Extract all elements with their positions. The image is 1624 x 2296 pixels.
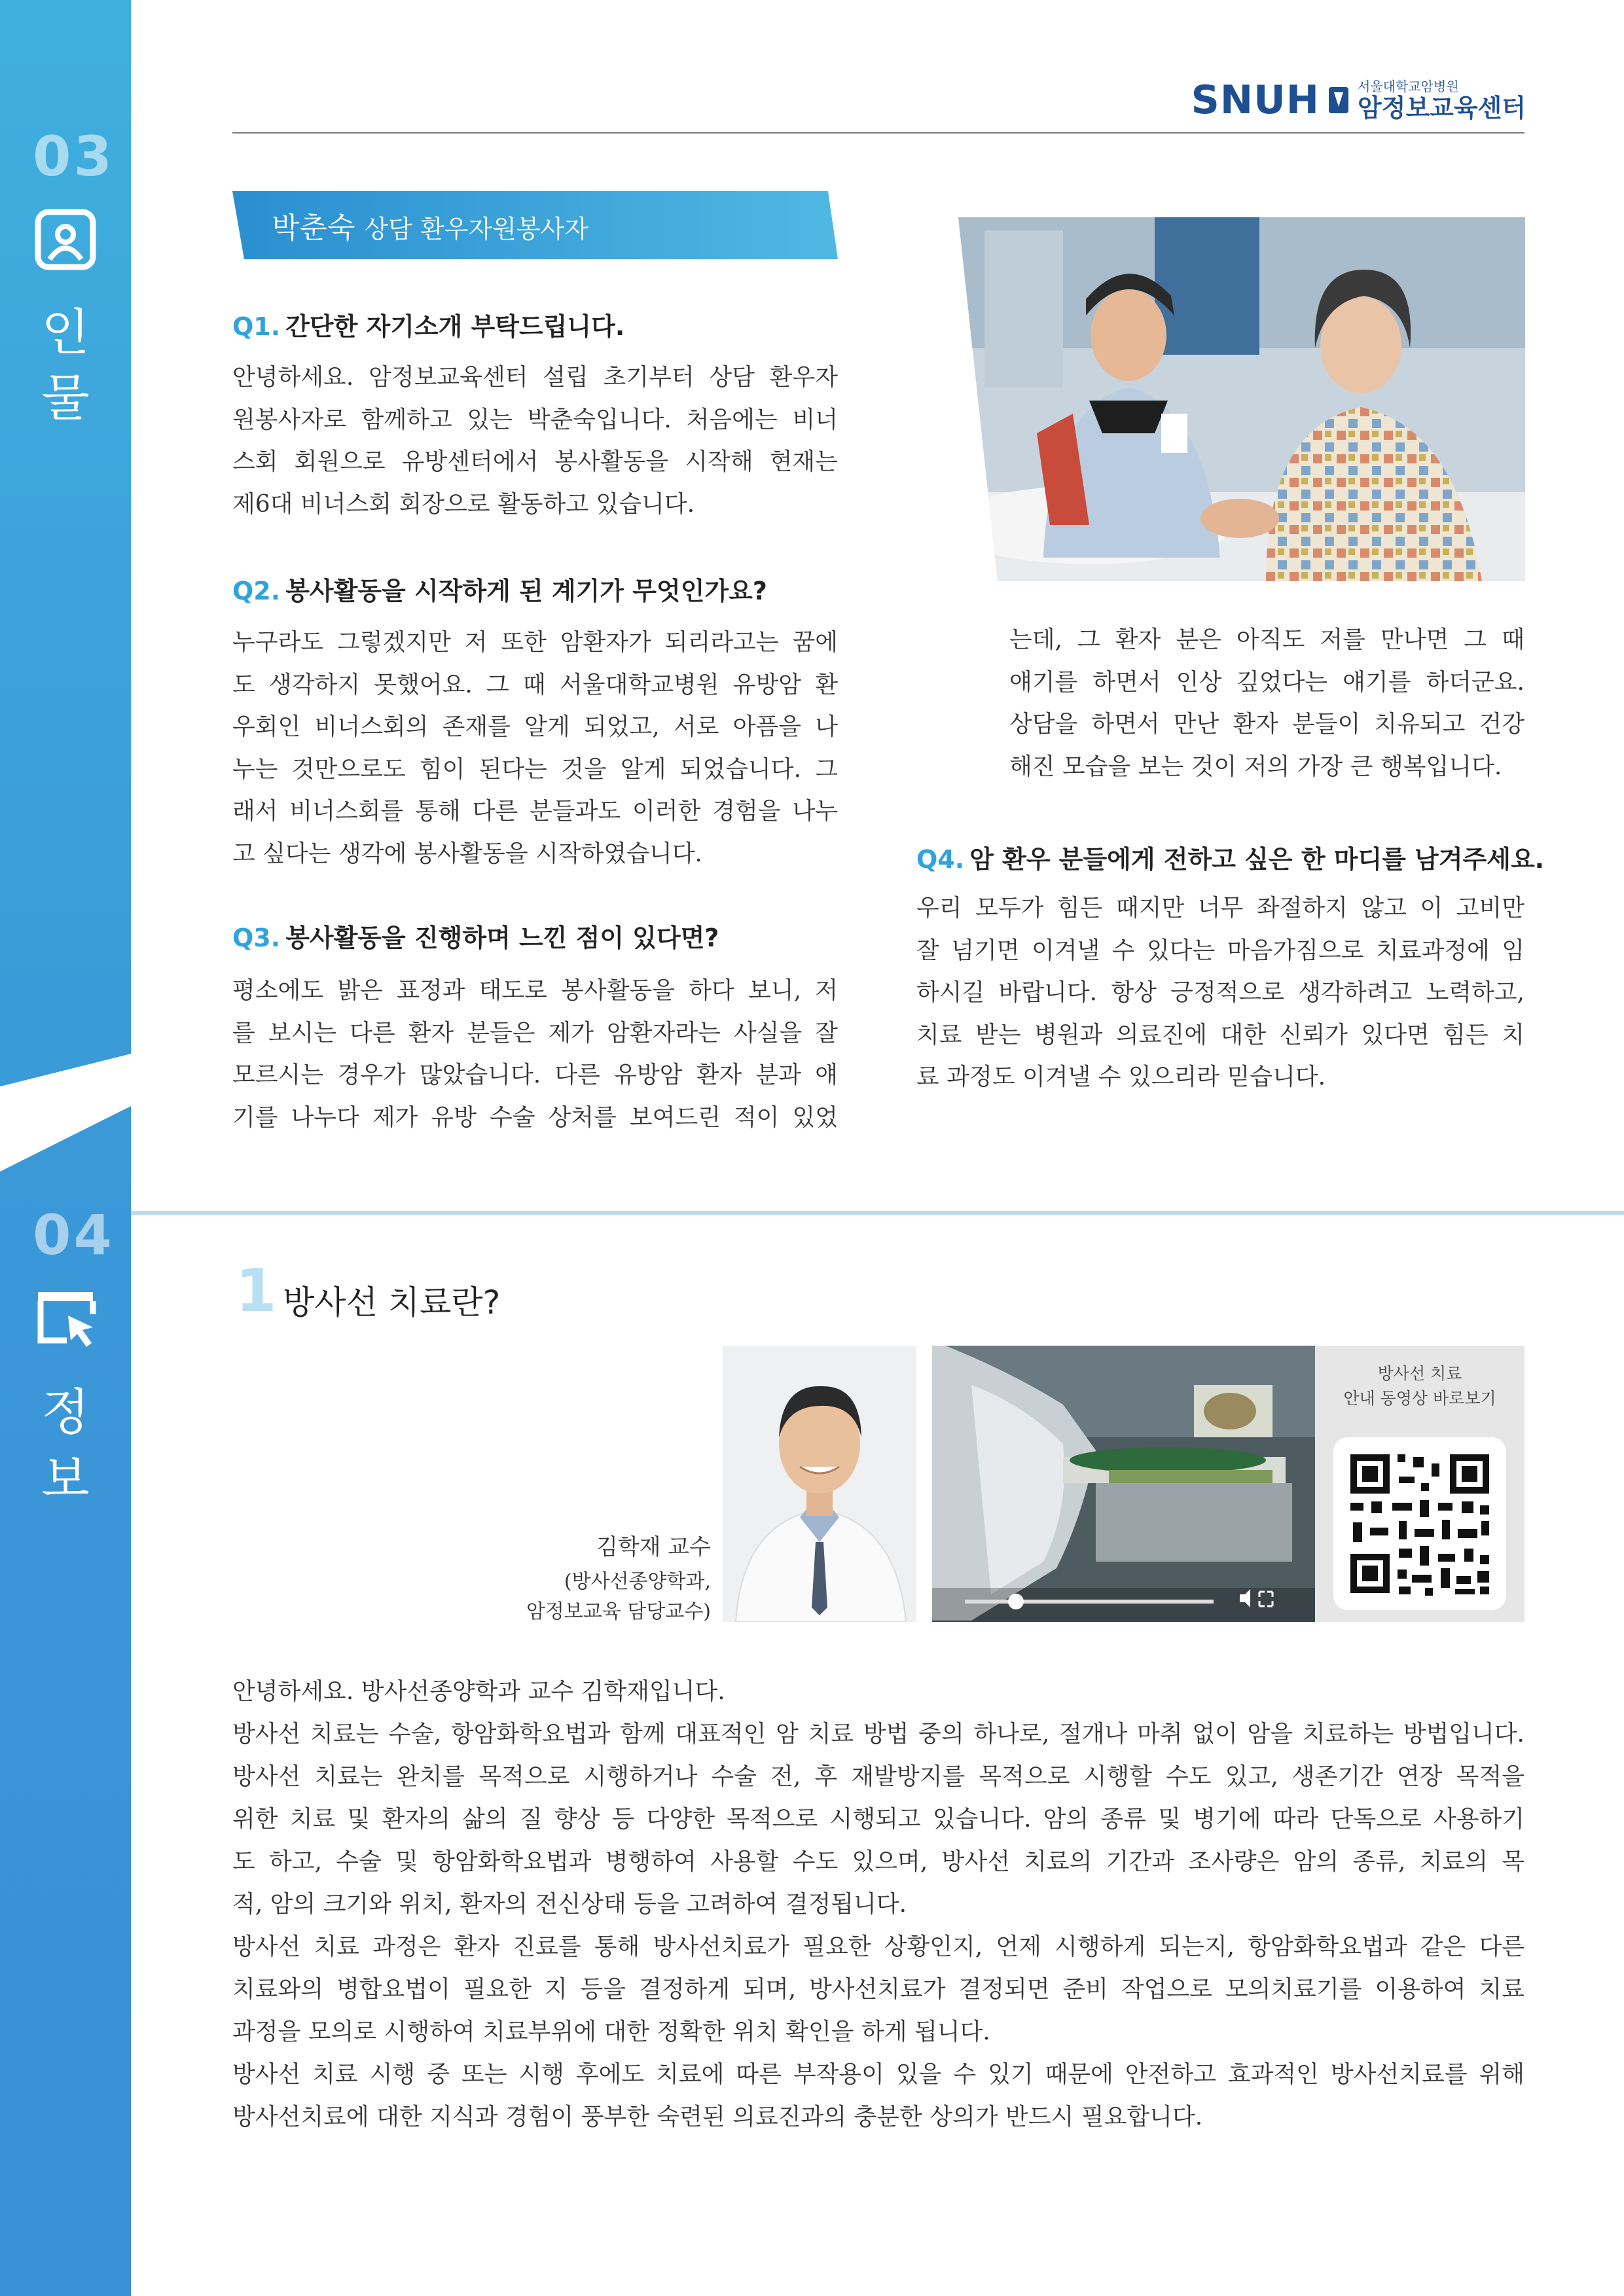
answer-4: 우리 모두가 힘든 때지만 너무 좌절하지 않고 이 고비만 잘 넘기면 이겨낼 수 있다는 마음가짐으로 치료과정에 임 하시길 바랍니다. 항상 긍정적으로 생각하려고 노력하고, 치료 받는 병원과 의료진에 대한 신뢰가 있다면 힘든 치 료 과정도 이겨낼 수 있으리라 믿습니다. bbox=[916, 895, 1525, 1090]
video-progress-track[interactable] bbox=[965, 1600, 1214, 1604]
answer-3: 평소에도 밝은 표정과 태도로 봉사활동을 하다 보니, 저 를 보시는 다른 환자 분들은 제가 암환자라는 사실을 잘 모르시는 경우가 많았습니다. 다른 유방암 환자 분과 얘 기를 나누다 제가 유방 수술 상처를 보여드린 적이 있었 bbox=[232, 977, 838, 1131]
question-3: Q3. 봉사활동을 진행하며 느낀 점이 있다면? bbox=[232, 924, 719, 952]
logo-small-text: 서울대학교암병원 bbox=[1358, 79, 1459, 94]
interviewee-name: 박춘숙 bbox=[272, 211, 355, 245]
doctor-affiliation: (방사선종양학과, 암정보교육 담당교수) bbox=[526, 1570, 711, 1623]
section-divider bbox=[131, 1211, 1624, 1215]
sidebar bbox=[0, 0, 131, 2296]
logo-big-text: 암정보교육센터 bbox=[1358, 94, 1526, 122]
section-word-4: 보 bbox=[41, 1450, 90, 1508]
radiotherapy-video[interactable] bbox=[932, 1346, 1315, 1622]
interviewee-role: 상담 환우자원봉사자 bbox=[364, 215, 588, 243]
section-heading-title: 방사선 치료란? bbox=[283, 1283, 501, 1321]
question-1: Q1. 간단한 자기소개 부탁드립니다. bbox=[232, 312, 625, 341]
doctor-name: 김학재 교수 bbox=[596, 1534, 711, 1560]
doctor-photo bbox=[723, 1346, 916, 1622]
click-screen-icon bbox=[34, 1287, 97, 1350]
answer-2: 누구라도 그렇겠지만 저 또한 암환자가 되리라고는 꿈에 도 생각하지 못했어요. 그 때 서울대학교병원 유방암 환 우회인 비너스회의 존재를 알게 되었고, 서로 아픔을 나 누는 것만으로도 힘이 된다는 것을 알게 되었습니다. 그 래서 비너스회를 통해 다른 분들과도 이러한 경험을 나누 고 싶다는 생각에 봉사활동을 시작하였습니다. bbox=[232, 629, 838, 867]
qr-panel bbox=[1315, 1346, 1525, 1622]
section-word-3: 정 bbox=[41, 1383, 90, 1441]
logo-mark-icon bbox=[1327, 84, 1350, 116]
video-progress-handle[interactable] bbox=[1008, 1594, 1024, 1609]
header-rule bbox=[232, 132, 1525, 134]
answer-1: 안녕하세요. 암정보교육센터 설립 초기부터 상담 환우자 원봉사자로 함께하고 있는 박춘숙입니다. 처음에는 비너 스회 회원으로 유방센터에서 봉사활동을 시작해 현재는 제6대 비너스회 회장으로 활동하고 있습니다. bbox=[232, 364, 838, 518]
interviewee-banner bbox=[232, 191, 838, 259]
qr-title-line2: 안내 동영상 바로보기 bbox=[1343, 1389, 1496, 1408]
section-number-03: 03 bbox=[33, 124, 115, 188]
section-heading-number: 1 bbox=[236, 1257, 277, 1325]
section-word-2: 물 bbox=[41, 368, 90, 427]
section-number-04: 04 bbox=[33, 1203, 115, 1267]
snuh-logo bbox=[1191, 77, 1526, 123]
question-4: Q4. 암 환우 분들에게 전하고 싶은 한 마디를 남겨주세요. bbox=[916, 845, 1545, 874]
answer-3-continued: 는데, 그 환자 분은 아직도 저를 만나면 그 때 얘기를 하면서 인상 깊었다는 얘기를 하더군요. 상담을 하면서 만난 환자 분들이 치유되고 건강 해진 모습을 보는 것이 저의 가장 큰 행복입니다. bbox=[1009, 626, 1525, 780]
qr-code-icon[interactable] bbox=[1333, 1437, 1506, 1610]
qr-title-line1: 방사선 치료 bbox=[1377, 1364, 1462, 1383]
section-word-1: 인 bbox=[41, 303, 90, 361]
question-2: Q2. 봉사활동을 시작하게 된 계기가 무엇인가요? bbox=[232, 577, 767, 605]
logo-abbr: SNUH bbox=[1191, 77, 1320, 123]
volunteer-photo bbox=[958, 217, 1525, 581]
person-icon bbox=[34, 208, 97, 271]
section1-body: 안녕하세요. 방사선종양학과 교수 김학재입니다. 방사선 치료는 수술, 항암화학요법과 함께 대표적인 암 치료 방법 중의 하나로, 절개나 마취 없이 암을 치료하는 방법입니다. 방사선 치료는 완치를 목적으로 시행하거나 수술 전, 후 재발방지를 목적으로 시행할 수도 있고, 생존기간 연장 목적을 위한 치료 및 환자의 삶의 질 향상 등 다양한 목적으로 시행되고 있습니다. 암의 종류 및 병기에 따라 단독으로 사용하기 도 하고, 수술 및 항암화학요법과 병행하여 사용할 수도 있으며, 방사선 치료의 기간과 조사량은 암의 종류, 치료의 목 적, 암의 크기와 위치, 환자의 전신상태 등을 고려하여 결정됩니다. 방사선 치료 과정은 환자 진료를 통해 방사선치료가 필요한 상황인지, 언제 시행하게 되는지, 항암화학요법과 같은 다른 치료와의 병합요법이 필요한 지 등을 결정하게 되며, 방사선치료가 결정되면 준비 작업으로 모의치료기를 이용하여 치료 과정을 모의로 시행하여 치료부위에 대한 정확한 위치 확인을 하게 됩니다. 방사선 치료 시행 중 또는 시행 후에도 치료에 따른 부작용이 있을 수 있기 때문에 안전하고 효과적인 방사선치료를 위해 방사선치료에 대한 지식과 경험이 풍부한 숙련된 의료진과의 충분한 상의가 반드시 필요합니다. bbox=[232, 1678, 1525, 2130]
